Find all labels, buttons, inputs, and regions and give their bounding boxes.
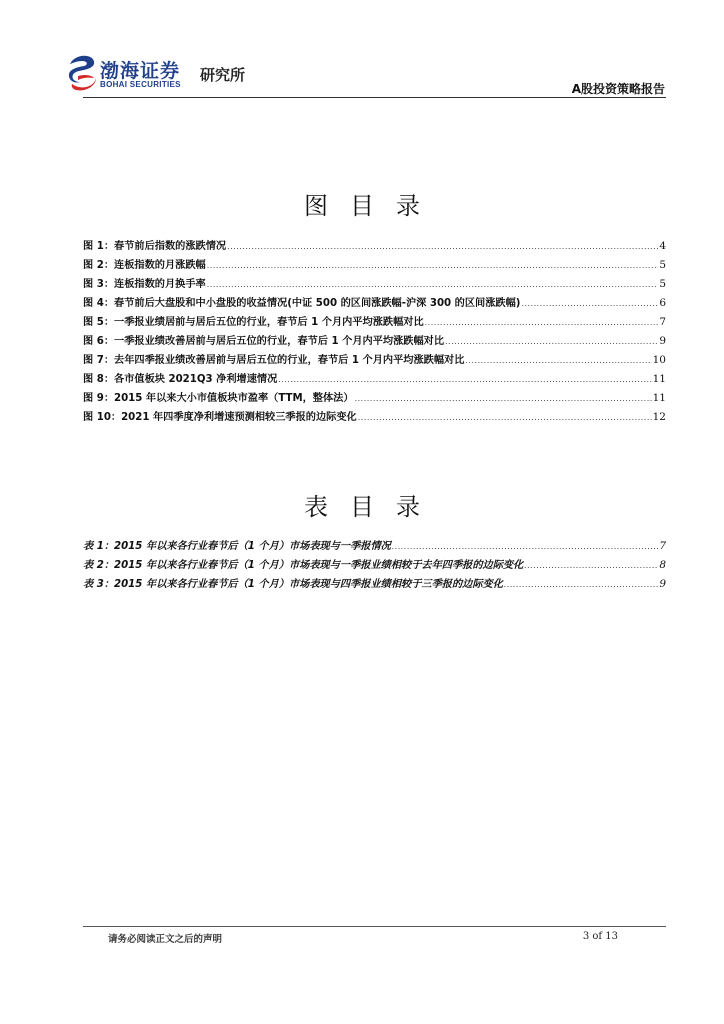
dot-leader [524, 561, 658, 570]
figure-toc-entry-label: 图 1：春节前后指数的涨跌情况 [83, 241, 227, 252]
figure-toc-entry[interactable] [83, 351, 666, 370]
dot-leader [425, 318, 659, 327]
dot-leader [465, 356, 651, 365]
brand-name-en: BOHAI SECURITIES [100, 80, 181, 89]
bohai-securities-logo [66, 54, 256, 94]
figure-toc-entry-page: 12 [652, 411, 666, 423]
figure-toc-entry[interactable] [83, 294, 666, 313]
brand-name-cn: 渤海证券 [100, 60, 181, 82]
figure-toc-entry[interactable] [83, 332, 666, 351]
figure-toc-entry[interactable] [83, 237, 666, 256]
tables-toc [83, 537, 666, 594]
figures-toc [83, 237, 666, 427]
institute-label: 研究所 [200, 66, 246, 84]
figure-toc-entry-label: 图 8：各市值板块 2021Q3 净利增速情况 [83, 374, 278, 385]
figure-toc-entry-page: 10 [652, 354, 666, 366]
dot-leader [521, 299, 658, 308]
figure-toc-entry[interactable] [83, 408, 666, 427]
bohai-logo-icon [66, 54, 98, 92]
figure-toc-entry-page: 7 [659, 316, 666, 328]
figure-toc-entry-page: 5 [659, 278, 666, 290]
report-type: A股投资策略报告 [571, 82, 665, 96]
figure-toc-entry-label: 图 3：连板指数的月换手率 [83, 279, 206, 290]
figure-toc-entry[interactable] [83, 313, 666, 332]
figure-toc-entry-page: 5 [659, 259, 666, 271]
dot-leader [358, 413, 652, 422]
footer-disclaimer: 请务必阅读正文之后的声明 [108, 934, 223, 945]
figure-toc-entry[interactable] [83, 275, 666, 294]
header-divider [83, 97, 666, 98]
figure-toc-entry-label: 图 7：去年四季报业绩改善居前与居后五位的行业，春节后 1 个月内平均涨跌幅对比 [83, 355, 465, 366]
table-toc-entry-page: 8 [659, 559, 666, 571]
dot-leader [504, 580, 658, 589]
table-toc-entry[interactable] [83, 537, 666, 556]
table-toc-entry-label: 表 2：2015 年以来各行业春节后（1 个月）市场表现与一季报业绩相较于去年四季报的边际变化 [83, 560, 524, 571]
table-toc-entry[interactable] [83, 575, 666, 594]
footer-divider [83, 926, 666, 927]
table-toc-entry[interactable] [83, 556, 666, 575]
tables-toc-title: 表目录 [304, 493, 442, 521]
figure-toc-entry-label: 图 2：连板指数的月涨跌幅 [83, 260, 206, 271]
figure-toc-entry[interactable] [83, 389, 666, 408]
dot-leader [278, 375, 651, 384]
figure-toc-entry[interactable] [83, 256, 666, 275]
figure-toc-entry-page: 9 [659, 335, 666, 347]
dot-leader [227, 242, 658, 251]
table-toc-entry-label: 表 3：2015 年以来各行业春节后（1 个月）市场表现与四季报业绩相较于三季报的边际变化 [83, 579, 503, 590]
figure-toc-entry-page: 11 [652, 392, 666, 404]
figure-toc-entry-label: 图 4：春节前后大盘股和中小盘股的收益情况(中证 500 的区间涨跌幅-沪深 300 的区间涨跌幅) [83, 298, 521, 309]
dot-leader [207, 261, 659, 270]
page-number: 3 of 13 [582, 931, 618, 942]
figure-toc-entry-label: 图 9：2015 年以来大小市值板块市盈率（TTM，整体法） [83, 393, 354, 404]
dot-leader [445, 337, 658, 346]
figure-toc-entry-page: 11 [652, 373, 666, 385]
figure-toc-entry-label: 图 5：一季报业绩居前与居后五位的行业，春节后 1 个月内平均涨跌幅对比 [83, 317, 424, 328]
table-toc-entry-page: 7 [659, 540, 666, 552]
dot-leader [392, 542, 658, 551]
figures-toc-title: 图目录 [304, 192, 442, 220]
table-toc-entry-page: 9 [659, 578, 666, 590]
figure-toc-entry-page: 4 [659, 240, 666, 252]
dot-leader [207, 280, 659, 289]
figure-toc-entry-label: 图 6：一季报业绩改善居前与居后五位的行业，春节后 1 个月内平均涨跌幅对比 [83, 336, 445, 347]
table-toc-entry-label: 表 1：2015 年以来各行业春节后（1 个月）市场表现与一季报情况 [83, 541, 391, 552]
figure-toc-entry-label: 图 10：2021 年四季度净利增速预测相较三季报的边际变化 [83, 412, 357, 423]
page-header [0, 0, 724, 100]
figure-toc-entry-page: 6 [659, 297, 666, 309]
figure-toc-entry[interactable] [83, 370, 666, 389]
dot-leader [355, 394, 652, 403]
